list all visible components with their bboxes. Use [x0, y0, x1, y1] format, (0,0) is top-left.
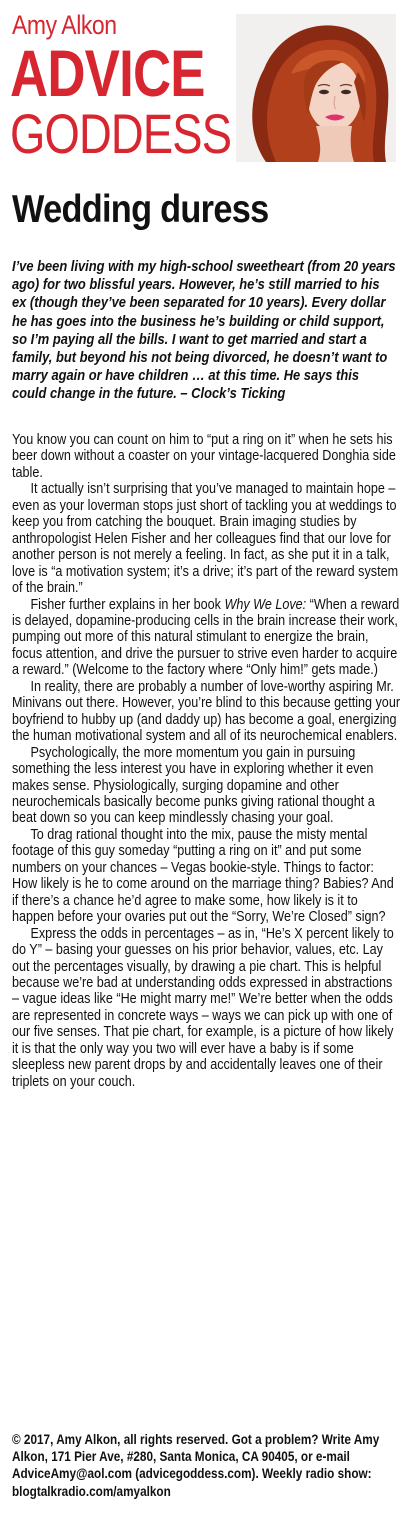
book-title: Why We Love:: [224, 595, 307, 613]
body-paragraph-fisher: [12, 597, 402, 679]
body-paragraph: It actually isn’t surprising that you’ve managed to maintain hope – even as your loverman stops just short of tackling you at weddings to keep you from catching the bouquet. Brain imaging studies by anthropologist Helen Fisher and her colleagues find that our love for another person is not merely a feeling. In fact, as she put it in a talk, love is “a motivation system; it’s a drive; it’s part of the reward system of the brain.”: [12, 480, 399, 597]
fisher-quote: “When a reward is delayed, dopamine-producing cells in the brain increase their work, pumping out more of this natural stimulant to energize the brain, focus attention, and drive the pursuer to strive even harder to acquire a reward.” (Welcome to the factory where “Only him!” gets made.): [12, 595, 400, 679]
article-body: [12, 432, 402, 1090]
reader-letter: I’ve been living with my high-school sweetheart (from 20 years ago) for two blissful years. However, he’s still married to his ex (though they’ve been separated for 10 years). Every dollar he has goes into the business he’s building or child support, so I’m paying all the bills. I want to get married and start a family, but beyond his not being divorced, he doesn’t want to marry again or have children … at this time. He says this could change in the future. – Clock’s Ticking: [12, 258, 396, 403]
body-paragraph: You know you can count on him to “put a ring on it” when he sets his beer down without a coaster on your vintage-lacquered Donghia side table.: [12, 431, 396, 481]
column-title-advice: ADVICE: [10, 36, 205, 110]
body-paragraph: Express the odds in percentages – as in, “He’s X percent likely to do Y” – basing your guesses on his prior behavior, values, etc. Lay out the percentages visually, by drawing a pie chart. This is helpful because we’re bad at understanding odds expressed in abstractions – vague ideas like “He might marry me!” We’re better when the odds are represented in concrete ways – ways we can pick up with one of our five senses. That pie chart, for example, is a picture of how likely it is that the only way you two will ever have a baby is if some sleepless new parent drops by and accidentally leaves one of their triplets on your couch.: [12, 924, 394, 1090]
portrait-illustration: [236, 14, 396, 162]
author-byline: Amy Alkon: [12, 10, 117, 40]
paragraph-lead: Fisher further explains in her book: [30, 595, 225, 613]
copyright-footer: © 2017, Amy Alkon, all rights reserved. Got a problem? Write Amy Alkon, 171 Pier Ave, #280, Santa Monica, CA 90405, or e-mail AdviceAmy@aol.com (advicegoddess.com). Weekly radio show: blogtalkradio.com/amyalkon: [12, 1431, 380, 1499]
body-paragraph: To drag rational thought into the mix, pause the misty mental footage of this guy someday “putting a ring on it” and put some numbers on your chances – Vegas bookie-style. Things to factor: How likely is he to come around on the marriage thing? Babies? And if there’s a chance he’d agree to make some, how likely is it to happen before your ovaries put out the “Sorry, We’re Closed” sign?: [12, 825, 394, 926]
column-masthead: [0, 0, 412, 170]
article-headline: Wedding duress: [12, 188, 269, 231]
body-paragraph: In reality, there are probably a number of love-worthy aspiring Mr. Minivans out there. However, you’re blind to this because getting your boyfriend to hubby up (and daddy up) has become a goal, energizing the human motivational system and all of its neurochemical enablers.: [12, 677, 401, 745]
body-paragraph: Psychologically, the more momentum you gain in pursuing something the less interest you have in exploring whether it even makes sense. Physiologically, surging dopamine and other neurochemicals basically become punks giving rational thought a beat down so you can keep mindlessly chasing your goal.: [12, 743, 375, 827]
column-title-goddess: GODDESS: [10, 102, 232, 165]
author-portrait-photo: [236, 14, 396, 162]
